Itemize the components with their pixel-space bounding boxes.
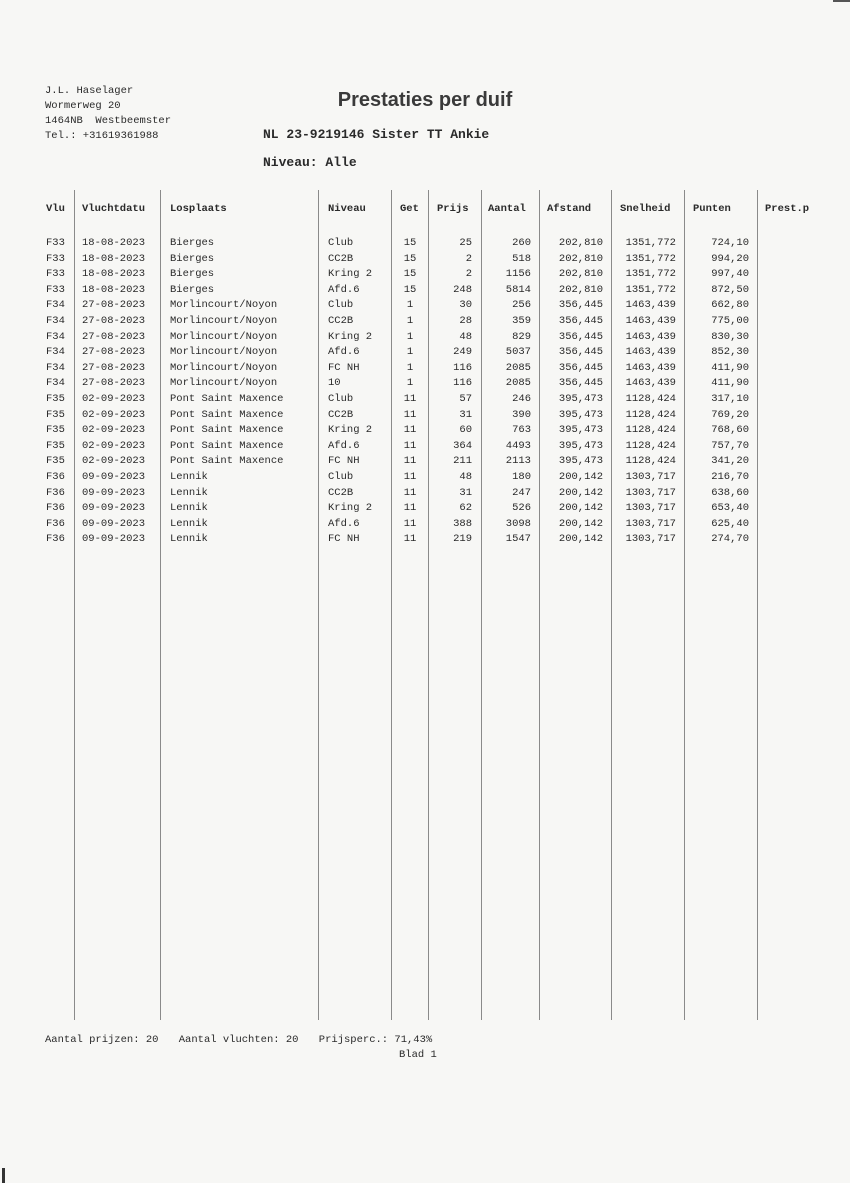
cell-niveau: 10 xyxy=(328,377,341,390)
cell-datum: 02-09-2023 xyxy=(82,455,146,468)
cell-snelheid: 1351,772 xyxy=(625,252,676,265)
sender-name: J.L. Haselager xyxy=(45,85,134,97)
cell-punten: 638,60 xyxy=(711,486,749,499)
flight-count: Aantal vluchten: 20 xyxy=(178,1034,299,1046)
table-row xyxy=(0,268,850,284)
header-prest: Prest.p xyxy=(765,203,810,215)
header-snelheid: Snelheid xyxy=(620,203,671,215)
cell-prijs: 388 xyxy=(453,517,472,530)
page-title: Prestaties per duif xyxy=(337,89,513,111)
cell-aantal: 5814 xyxy=(505,283,531,296)
cell-vlu: F36 xyxy=(46,470,65,483)
cell-losplaats: Bierges xyxy=(170,268,215,281)
cell-get: 15 xyxy=(403,237,417,249)
cell-losplaats: Bierges xyxy=(170,252,215,265)
niveau-filter: Niveau: Alle xyxy=(263,155,357,170)
cell-get: 1 xyxy=(406,314,414,327)
page-number: Blad 1 xyxy=(399,1049,437,1061)
cell-punten: 662,80 xyxy=(711,299,749,312)
cell-punten: 852,30 xyxy=(711,346,749,359)
cell-punten: 994,20 xyxy=(711,252,749,265)
cell-get: 11 xyxy=(403,392,417,405)
cell-losplaats: Morlincourt/Noyon xyxy=(170,346,278,359)
cell-niveau: CC2B xyxy=(328,408,354,421)
cell-get: 15 xyxy=(403,252,417,265)
cell-niveau: FC NH xyxy=(328,361,360,374)
cell-niveau: Afd.6 xyxy=(328,283,360,296)
cell-prijs: 48 xyxy=(459,330,472,343)
cell-punten: 625,40 xyxy=(711,517,749,530)
cell-afstand: 356,445 xyxy=(558,346,603,359)
cell-afstand: 200,142 xyxy=(558,470,603,483)
cell-prijs: 48 xyxy=(459,470,472,483)
cell-losplaats: Pont Saint Maxence xyxy=(170,424,284,437)
cell-aantal: 2085 xyxy=(505,361,531,374)
cell-prijs: 364 xyxy=(453,439,472,452)
cell-punten: 872,50 xyxy=(711,283,749,296)
cell-aantal: 5037 xyxy=(505,346,531,359)
cell-vlu: F33 xyxy=(46,283,65,296)
cell-aantal: 763 xyxy=(512,424,531,437)
cell-niveau: Kring 2 xyxy=(328,424,373,437)
table-row xyxy=(0,518,850,534)
cell-afstand: 200,142 xyxy=(558,533,603,546)
cell-punten: 274,70 xyxy=(711,533,749,546)
table-row xyxy=(0,487,850,503)
cell-datum: 27-08-2023 xyxy=(82,346,146,359)
cell-prijs: 116 xyxy=(453,361,472,374)
cell-datum: 27-08-2023 xyxy=(82,377,146,390)
cell-datum: 02-09-2023 xyxy=(82,439,146,452)
cell-snelheid: 1303,717 xyxy=(625,517,676,530)
prize-count: Aantal prijzen: 20 xyxy=(45,1034,159,1046)
cell-niveau: Kring 2 xyxy=(328,330,373,343)
cell-vlu: F33 xyxy=(46,237,65,249)
header-get: Get xyxy=(400,203,419,215)
cell-datum: 09-09-2023 xyxy=(82,502,146,515)
cell-datum: 18-08-2023 xyxy=(82,283,146,296)
table-row xyxy=(0,331,850,347)
cell-vlu: F34 xyxy=(46,330,65,343)
cell-vlu: F35 xyxy=(46,392,65,405)
cell-niveau: Afd.6 xyxy=(328,439,360,452)
cell-snelheid: 1463,439 xyxy=(625,346,676,359)
cell-punten: 341,20 xyxy=(711,455,749,468)
cell-punten: 411,90 xyxy=(711,377,749,390)
cell-get: 15 xyxy=(403,283,417,296)
cell-prijs: 249 xyxy=(453,346,472,359)
cell-losplaats: Lennik xyxy=(170,533,208,546)
cell-vlu: F35 xyxy=(46,408,65,421)
cell-aantal: 1156 xyxy=(505,268,531,281)
cell-datum: 27-08-2023 xyxy=(82,361,146,374)
cell-datum: 09-09-2023 xyxy=(82,517,146,530)
table-row xyxy=(0,440,850,456)
cell-datum: 02-09-2023 xyxy=(82,424,146,437)
cell-vlu: F33 xyxy=(46,252,65,265)
cell-snelheid: 1303,717 xyxy=(625,470,676,483)
cell-vlu: F34 xyxy=(46,361,65,374)
cell-punten: 411,90 xyxy=(711,361,749,374)
cell-snelheid: 1463,439 xyxy=(625,330,676,343)
cell-niveau: FC NH xyxy=(328,533,360,546)
cell-datum: 27-08-2023 xyxy=(82,314,146,327)
table-row xyxy=(0,346,850,362)
table-row xyxy=(0,284,850,300)
header-losplaats: Losplaats xyxy=(170,203,227,215)
pigeon-id: NL 23-9219146 Sister TT Ankie xyxy=(263,127,490,142)
table-row xyxy=(0,533,850,549)
summary-footer xyxy=(45,1034,432,1046)
cell-aantal: 246 xyxy=(512,392,531,405)
cell-losplaats: Morlincourt/Noyon xyxy=(170,330,278,343)
cell-vlu: F34 xyxy=(46,377,65,390)
cell-punten: 757,70 xyxy=(711,439,749,452)
cell-punten: 830,30 xyxy=(711,330,749,343)
sender-city: 1464NB Westbeemster xyxy=(45,115,172,127)
cell-aantal: 180 xyxy=(512,470,531,483)
cell-vlu: F36 xyxy=(46,533,65,546)
cell-niveau: Club xyxy=(328,299,354,312)
cell-snelheid: 1303,717 xyxy=(625,533,676,546)
cell-prijs: 62 xyxy=(459,502,472,515)
cell-niveau: Club xyxy=(328,237,354,249)
cell-snelheid: 1128,424 xyxy=(625,455,676,468)
table-row xyxy=(0,424,850,440)
cell-niveau: FC NH xyxy=(328,455,360,468)
cell-datum: 18-08-2023 xyxy=(82,237,146,249)
cell-afstand: 356,445 xyxy=(558,377,603,390)
cell-afstand: 200,142 xyxy=(558,502,603,515)
cell-datum: 02-09-2023 xyxy=(82,408,146,421)
cell-afstand: 356,445 xyxy=(558,330,603,343)
cell-losplaats: Morlincourt/Noyon xyxy=(170,299,278,312)
cell-punten: 768,60 xyxy=(711,424,749,437)
cell-get: 1 xyxy=(406,299,414,312)
cell-afstand: 356,445 xyxy=(558,361,603,374)
cell-losplaats: Pont Saint Maxence xyxy=(170,439,284,452)
cell-niveau: Kring 2 xyxy=(328,502,373,515)
header-vlu: Vlu xyxy=(46,203,65,215)
cell-punten: 775,00 xyxy=(711,314,749,327)
table-row xyxy=(0,362,850,378)
cell-snelheid: 1128,424 xyxy=(625,439,676,452)
cell-aantal: 1547 xyxy=(505,533,531,546)
cell-vlu: F36 xyxy=(46,517,65,530)
cell-datum: 09-09-2023 xyxy=(82,470,146,483)
cell-get: 11 xyxy=(403,455,417,468)
cell-losplaats: Pont Saint Maxence xyxy=(170,392,284,405)
cell-prijs: 31 xyxy=(459,408,472,421)
cell-afstand: 202,810 xyxy=(558,237,603,249)
cell-prijs: 116 xyxy=(453,377,472,390)
cell-prijs: 248 xyxy=(453,283,472,296)
cell-afstand: 356,445 xyxy=(558,299,603,312)
scan-edge-mark xyxy=(833,0,850,2)
header-prijs: Prijs xyxy=(437,203,469,215)
cell-snelheid: 1303,717 xyxy=(625,502,676,515)
cell-niveau: Kring 2 xyxy=(328,268,373,281)
cell-niveau: CC2B xyxy=(328,314,354,327)
sender-street: Wormerweg 20 xyxy=(45,100,121,112)
cell-datum: 02-09-2023 xyxy=(82,392,146,405)
cell-losplaats: Lennik xyxy=(170,486,208,499)
cell-snelheid: 1463,439 xyxy=(625,377,676,390)
cell-afstand: 395,473 xyxy=(558,408,603,421)
header-punten: Punten xyxy=(693,203,731,215)
header-afstand: Afstand xyxy=(547,203,592,215)
cell-get: 11 xyxy=(403,533,417,546)
cell-snelheid: 1128,424 xyxy=(625,408,676,421)
cell-snelheid: 1128,424 xyxy=(625,424,676,437)
cell-vlu: F34 xyxy=(46,346,65,359)
cell-snelheid: 1303,717 xyxy=(625,486,676,499)
cell-datum: 18-08-2023 xyxy=(82,268,146,281)
cell-prijs: 211 xyxy=(453,455,472,468)
cell-afstand: 395,473 xyxy=(558,424,603,437)
cell-losplaats: Pont Saint Maxence xyxy=(170,455,284,468)
cell-snelheid: 1128,424 xyxy=(625,392,676,405)
cell-snelheid: 1351,772 xyxy=(625,268,676,281)
cell-afstand: 395,473 xyxy=(558,392,603,405)
cell-aantal: 247 xyxy=(512,486,531,499)
cell-vlu: F36 xyxy=(46,502,65,515)
cell-prijs: 28 xyxy=(459,314,472,327)
table-row xyxy=(0,455,850,471)
cell-prijs: 2 xyxy=(465,268,472,281)
table-row xyxy=(0,502,850,518)
cell-niveau: Club xyxy=(328,392,354,405)
cell-niveau: CC2B xyxy=(328,252,354,265)
cell-vlu: F36 xyxy=(46,486,65,499)
cell-datum: 27-08-2023 xyxy=(82,330,146,343)
cell-punten: 317,10 xyxy=(711,392,749,405)
cell-datum: 27-08-2023 xyxy=(82,299,146,312)
table-row xyxy=(0,237,850,253)
cell-prijs: 31 xyxy=(459,486,472,499)
cell-prijs: 60 xyxy=(459,424,472,437)
cell-get: 11 xyxy=(403,424,417,437)
table-row xyxy=(0,393,850,409)
cell-aantal: 518 xyxy=(512,252,531,265)
cell-losplaats: Lennik xyxy=(170,517,208,530)
cell-punten: 997,40 xyxy=(711,268,749,281)
cell-get: 11 xyxy=(403,486,417,499)
cell-punten: 653,40 xyxy=(711,502,749,515)
cell-snelheid: 1351,772 xyxy=(625,283,676,296)
cell-niveau: CC2B xyxy=(328,486,354,499)
cell-get: 11 xyxy=(403,439,417,452)
header-niveau: Niveau xyxy=(328,203,366,215)
table-row xyxy=(0,299,850,315)
cell-afstand: 202,810 xyxy=(558,252,603,265)
cell-niveau: Afd.6 xyxy=(328,346,360,359)
cell-aantal: 526 xyxy=(512,502,531,515)
cell-prijs: 30 xyxy=(459,299,472,312)
cell-snelheid: 1351,772 xyxy=(625,237,676,249)
cell-vlu: F34 xyxy=(46,299,65,312)
cell-get: 11 xyxy=(403,517,417,530)
cell-losplaats: Morlincourt/Noyon xyxy=(170,361,278,374)
cell-afstand: 202,810 xyxy=(558,283,603,296)
cell-aantal: 3098 xyxy=(505,517,531,530)
cell-afstand: 395,473 xyxy=(558,455,603,468)
cell-vlu: F34 xyxy=(46,314,65,327)
cell-snelheid: 1463,439 xyxy=(625,314,676,327)
cell-punten: 216,70 xyxy=(711,470,749,483)
cell-aantal: 829 xyxy=(512,330,531,343)
scan-edge-mark xyxy=(2,1168,5,1183)
cell-snelheid: 1463,439 xyxy=(625,299,676,312)
cell-punten: 724,10 xyxy=(711,237,749,249)
header-aantal: Aantal xyxy=(488,203,526,215)
sender-phone: Tel.: +31619361988 xyxy=(45,130,159,142)
table-row xyxy=(0,409,850,425)
cell-losplaats: Lennik xyxy=(170,502,208,515)
cell-losplaats: Morlincourt/Noyon xyxy=(170,314,278,327)
cell-get: 11 xyxy=(403,470,417,483)
cell-vlu: F33 xyxy=(46,268,65,281)
cell-losplaats: Pont Saint Maxence xyxy=(170,408,284,421)
cell-aantal: 256 xyxy=(512,299,531,312)
table-row xyxy=(0,471,850,487)
cell-snelheid: 1463,439 xyxy=(625,361,676,374)
cell-afstand: 200,142 xyxy=(558,517,603,530)
cell-get: 11 xyxy=(403,408,417,421)
cell-losplaats: Morlincourt/Noyon xyxy=(170,377,278,390)
cell-prijs: 2 xyxy=(465,252,472,265)
cell-prijs: 219 xyxy=(453,533,472,546)
cell-prijs: 57 xyxy=(459,392,472,405)
cell-afstand: 202,810 xyxy=(558,268,603,281)
cell-datum: 09-09-2023 xyxy=(82,533,146,546)
cell-get: 1 xyxy=(406,377,414,390)
cell-afstand: 356,445 xyxy=(558,314,603,327)
cell-datum: 18-08-2023 xyxy=(82,252,146,265)
cell-vlu: F35 xyxy=(46,424,65,437)
cell-losplaats: Bierges xyxy=(170,237,215,249)
prize-percentage: Prijsperc.: 71,43% xyxy=(318,1034,433,1046)
cell-prijs: 25 xyxy=(459,237,472,249)
cell-get: 1 xyxy=(406,330,414,343)
table-row xyxy=(0,377,850,393)
cell-aantal: 2113 xyxy=(505,455,531,468)
cell-get: 1 xyxy=(406,346,414,359)
cell-losplaats: Bierges xyxy=(170,283,215,296)
cell-afstand: 200,142 xyxy=(558,486,603,499)
table-body xyxy=(0,237,850,549)
cell-get: 11 xyxy=(403,502,417,515)
cell-aantal: 260 xyxy=(512,237,531,249)
cell-aantal: 390 xyxy=(512,408,531,421)
cell-losplaats: Lennik xyxy=(170,470,208,483)
cell-niveau: Club xyxy=(328,470,354,483)
cell-niveau: Afd.6 xyxy=(328,517,360,530)
cell-afstand: 395,473 xyxy=(558,439,603,452)
cell-get: 15 xyxy=(403,268,417,281)
cell-aantal: 359 xyxy=(512,314,531,327)
cell-get: 1 xyxy=(406,361,414,374)
cell-aantal: 4493 xyxy=(505,439,531,452)
cell-punten: 769,20 xyxy=(711,408,749,421)
table-row xyxy=(0,253,850,269)
cell-vlu: F35 xyxy=(46,439,65,452)
header-datum: Vluchtdatu xyxy=(82,203,146,215)
table-row xyxy=(0,315,850,331)
cell-aantal: 2085 xyxy=(505,377,531,390)
cell-datum: 09-09-2023 xyxy=(82,486,146,499)
cell-vlu: F35 xyxy=(46,455,65,468)
